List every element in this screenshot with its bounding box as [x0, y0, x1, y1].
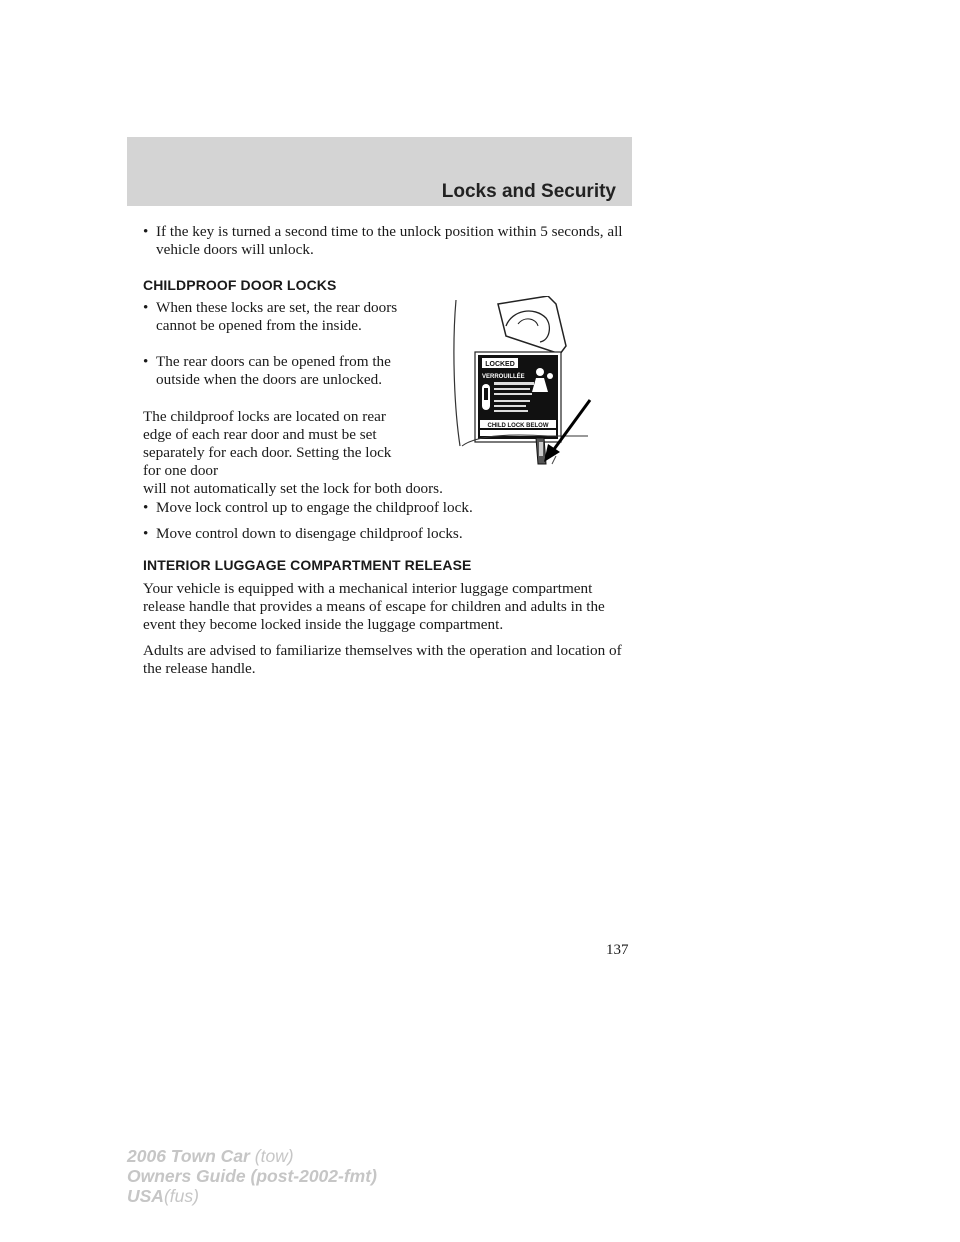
childproof-bullet-2 — [143, 353, 408, 389]
footer-line-1 — [127, 1146, 377, 1166]
page-number: 137 — [606, 942, 629, 958]
footer-model: 2006 Town Car — [127, 1146, 250, 1166]
label-locked: LOCKED — [485, 361, 515, 368]
footer-market-code: (fus) — [163, 1186, 199, 1206]
childproof-bullet-3-text: Move lock control up to engage the childproof lock. — [156, 499, 473, 516]
bullet-icon: • — [143, 299, 149, 316]
footer-guide: Owners Guide (post-2002-fmt) — [127, 1166, 377, 1186]
footer-line-2 — [127, 1166, 377, 1186]
section-header — [127, 137, 632, 206]
bullet-icon: • — [143, 525, 149, 542]
childproof-bullet-4-text: Move control down to disengage childproof locks. — [156, 525, 463, 542]
footer-model-code: (tow) — [254, 1146, 294, 1166]
intro-bullet — [143, 223, 636, 259]
luggage-paragraph-1: Your vehicle is equipped with a mechanical interior luggage compartment release handle that provides a means of escape for children and adults in the event they become locked inside the luggage compartment. — [143, 580, 605, 633]
footer-market: USA — [127, 1186, 164, 1206]
childproof-bullet-4 — [143, 525, 636, 543]
footer-line-3 — [127, 1186, 377, 1206]
bullet-icon: • — [143, 223, 149, 240]
label-verrouillee: VERROUILLÉE — [482, 374, 525, 380]
childproof-paragraph-top — [143, 408, 395, 480]
bullet-icon: • — [143, 353, 149, 370]
intro-bullet-text: If the key is turned a second time to the unlock position within 5 seconds, all vehicle doors will unlock. — [156, 223, 623, 258]
childproof-heading: CHILDPROOF DOOR LOCKS — [143, 277, 337, 293]
childproof-bullet-1 — [143, 299, 408, 335]
label-child-lock-below: CHILD LOCK BELOW — [487, 423, 549, 429]
section-title: Locks and Security — [441, 181, 616, 202]
childproof-bullet-3 — [143, 499, 636, 517]
footer — [127, 1146, 377, 1206]
childproof-lock-illustration — [448, 296, 598, 471]
childproof-bullet-1-text: When these locks are set, the rear doors cannot be opened from the inside. — [156, 299, 398, 334]
bullet-icon: • — [143, 499, 149, 516]
luggage-paragraph-2: Adults are advised to familiarize themselves with the operation and location of the release handle. — [143, 642, 622, 677]
childproof-bullet-2-text: The rear doors can be opened from the outside when the doors are unlocked. — [156, 353, 391, 388]
childproof-paragraph-part1: The childproof locks are located on rear edge of each rear door and must be set separately for each door. Setting the lock for one door — [143, 408, 392, 479]
childproof-paragraph-text: will not automatically set the lock for both doors. — [143, 480, 443, 497]
luggage-heading: INTERIOR LUGGAGE COMPARTMENT RELEASE — [143, 557, 472, 573]
